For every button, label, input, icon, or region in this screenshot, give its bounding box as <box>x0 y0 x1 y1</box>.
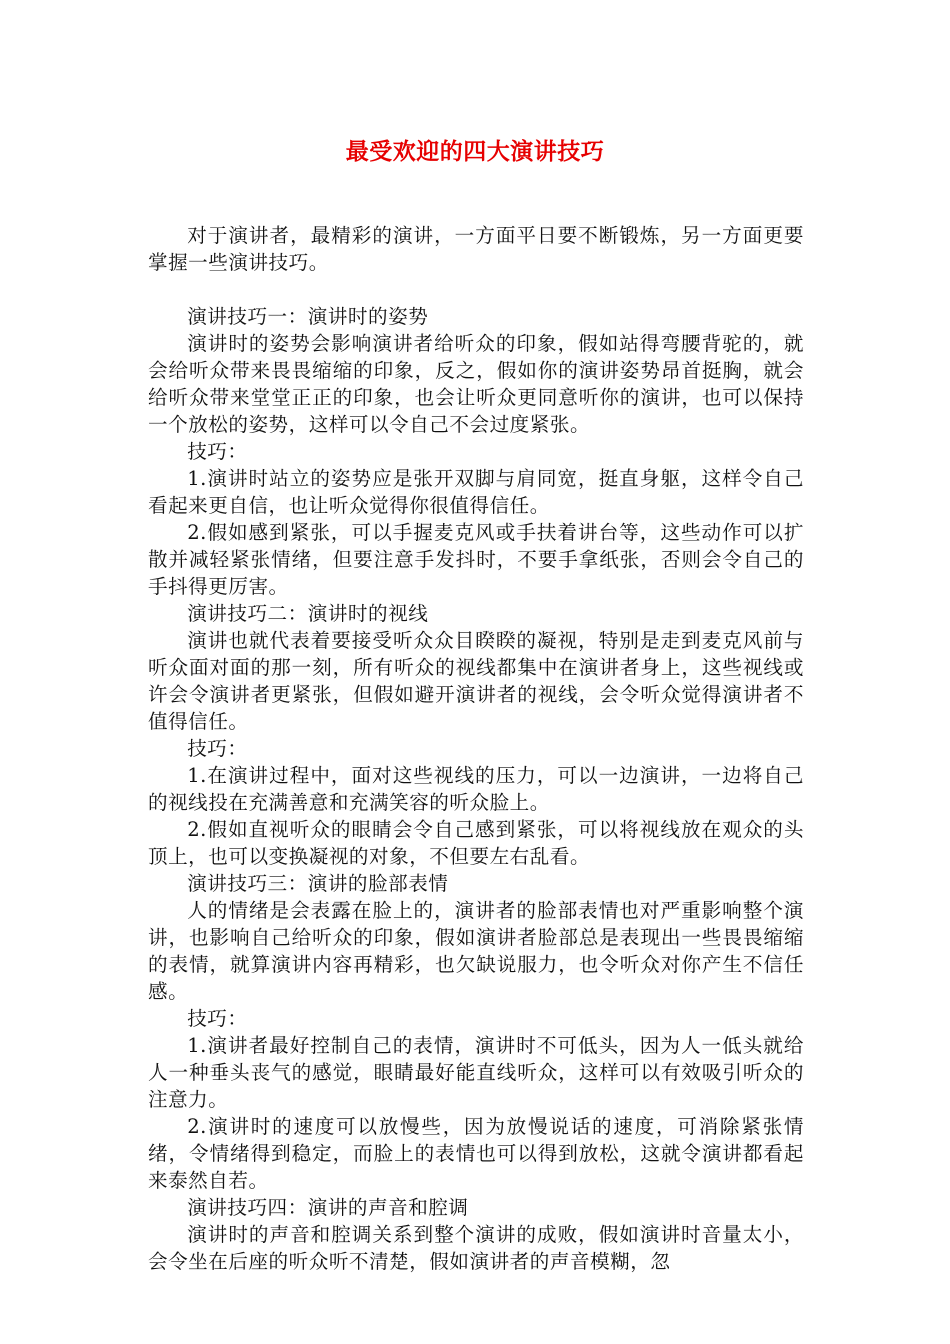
tip-item: 1.演讲时站立的姿势应是张开双脚与肩同宽，挺直身躯，这样令自己看起来更自信，也让听众觉得你很值得信任。 <box>148 467 804 517</box>
section-heading: 演讲技巧二：演讲时的视线 <box>187 602 429 625</box>
tips-label: 技巧： <box>187 737 248 760</box>
paragraph: 人的情绪是会表露在脸上的，演讲者的脸部表情也对严重影响整个演讲，也影响自己给听众的印象，假如演讲者脸部总是表现出一些畏畏缩缩的表情，就算演讲内容再精彩，也欠缺说服力，也令听众对你产生不信任感。 <box>148 899 804 1003</box>
paragraph: 演讲时的声音和腔调关系到整个演讲的成败，假如演讲时音量太小，会令坐在后座的听众听不清楚，假如演讲者的声音模糊，忽 <box>148 1223 804 1273</box>
tip-item: 2.假如直视听众的眼睛会令自己感到紧张，可以将视线放在观众的头顶上，也可以变换凝视的对象，不但要左右乱看。 <box>148 818 804 868</box>
tip-item: 2.假如感到紧张，可以手握麦克风或手扶着讲台等，这些动作可以扩散并减轻紧张情绪，但要注意手发抖时，不要手拿纸张，否则会令自己的手抖得更厉害。 <box>148 521 804 598</box>
section-heading: 演讲技巧一：演讲时的姿势 <box>187 305 429 328</box>
intro-paragraph: 对于演讲者，最精彩的演讲，一方面平日要不断锻炼，另一方面更要掌握一些演讲技巧。 <box>148 224 804 274</box>
tips-label: 技巧： <box>187 1007 248 1030</box>
tip-item: 2.演讲时的速度可以放慢些，因为放慢说话的速度，可消除紧张情绪，令情绪得到稳定，而脸上的表情也可以得到放松，这就令演讲都看起来泰然自若。 <box>148 1115 804 1192</box>
tips-label: 技巧： <box>187 440 248 463</box>
document-body <box>148 222 804 1275</box>
section-heading: 演讲技巧四：演讲的声音和腔调 <box>187 1196 469 1219</box>
page-title: 最受欢迎的四大演讲技巧 <box>345 139 605 165</box>
section-heading: 演讲技巧三：演讲的脸部表情 <box>187 872 449 895</box>
tip-item: 1.演讲者最好控制自己的表情，演讲时不可低头，因为人一低头就给人一种垂头丧气的感觉，眼睛最好能直线听众，这样可以有效吸引听众的注意力。 <box>148 1034 804 1111</box>
paragraph: 演讲也就代表着要接受听众众目睽睽的凝视，特别是走到麦克风前与听众面对面的那一刻，所有听众的视线都集中在演讲者身上，这些视线或许会令演讲者更紧张，但假如避开演讲者的视线，会令听众觉得演讲者不值得信任。 <box>148 629 804 733</box>
paragraph: 演讲时的姿势会影响演讲者给听众的印象，假如站得弯腰背驼的，就会给听众带来畏畏缩缩的印象，反之，假如你的演讲姿势昂首挺胸，就会给听众带来堂堂正正的印象，也会让听众更同意听你的演讲，也可以保持一个放松的姿势，这样可以令自己不会过度紧张。 <box>148 332 804 436</box>
tip-item: 1.在演讲过程中，面对这些视线的压力，可以一边演讲，一边将自己的视线投在充满善意和充满笑容的听众脸上。 <box>148 764 804 814</box>
